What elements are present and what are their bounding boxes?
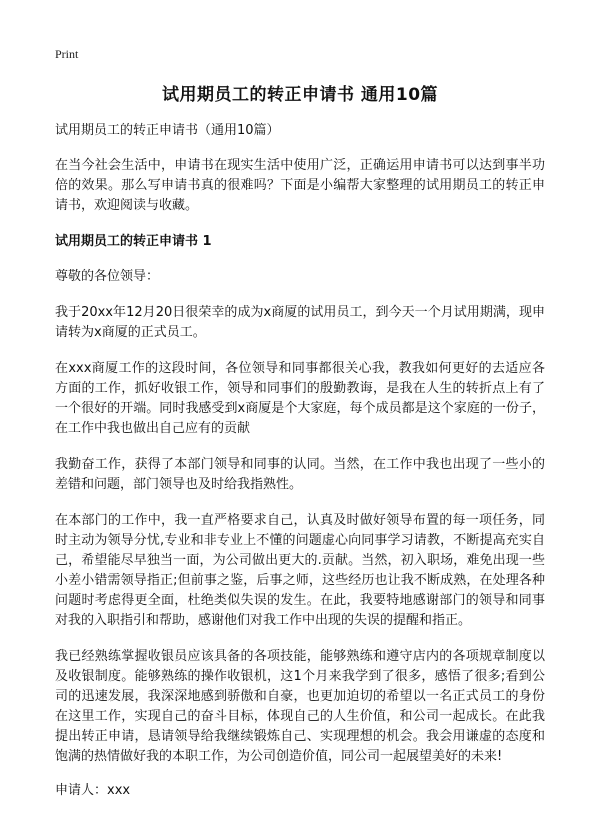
salutation: 尊敬的各位领导：	[55, 269, 160, 284]
body-paragraph: 我已经熟练掌握收银员应该具备的各项技能，能够熟练和遵守店内的各项规章制度以及收银制度。能够熟练的操作收银机，这1个月来我学到了很多，感悟了很多;看到公司的迅速发展，我深深地感到骄傲和自豪，也更加迫切的希望以一名正式员工的身份在这里工作，实现自己的奋斗目标，体现自己的人生价值，和公司一起成长。在此我提出转正申请，恳请领导给我继续锻炼自己、实现理想的机会。我会用谦虚的态度和饱满的热情做好我的本职工作，为公司创造价值，同公司一起展望美好的未来!	[55, 649, 545, 764]
document-body	[55, 121, 545, 801]
section-heading: 试用期员工的转正申请书 1	[55, 234, 212, 249]
intro-paragraph: 在当今社会生活中，申请书在现实生活中使用广泛，正确运用申请书可以达到事半功倍的效果。那么写申请书真的很难吗？下面是小编帮大家整理的试用期员工的转正申请书，欢迎阅读与收藏。	[55, 158, 545, 213]
body-paragraph: 在xxx商厦工作的这段时间，各位领导和同事都很关心我，教我如何更好的去适应各方面的工作，抓好收银工作，领导和同事们的殷勤教诲，是我在人生的转折点上有了一个很好的开端。同时我感受到x商厦是个大家庭，每个成员都是这个家庭的一份子，在工作中我也做出自己应有的贡献	[55, 361, 545, 436]
body-paragraph: 我勤奋工作，获得了本部门领导和同事的认同。当然，在工作中我也出现了一些小的差错和问题，部门领导也及时给我指熟性。	[55, 457, 545, 492]
document-title: 试用期员工的转正申请书 通用10篇	[161, 85, 439, 105]
signature: 申请人：xxx	[55, 783, 131, 798]
body-paragraph: 我于20xx年12月20日很荣幸的成为x商厦的试用员工，到今天一个月试用期满，现申请转为x商厦的正式员工。	[55, 305, 545, 340]
body-paragraph: 在本部门的工作中，我一直严格要求自己，认真及时做好领导布置的每一项任务，同时主动为领导分忧,专业和非专业上不懂的问题虚心向同事学习请教，不断提高充实自己，希望能尽早独当一面，为公司做出更大的.贡献。当然，初入职场，难免出现一些小差小错需领导指正;但前事之鉴，后事之师，这些经历也让我不断成熟，在处理各种问题时考虑得更全面，杜绝类似失误的发生。在此，我要特地感谢部门的领导和同事对我的入职指引和帮助，感谢他们对我工作中出现的失误的提醒和指正。	[55, 513, 545, 628]
print-label: Print	[55, 47, 79, 61]
document-subtitle: 试用期员工的转正申请书（通用10篇）	[55, 123, 280, 138]
